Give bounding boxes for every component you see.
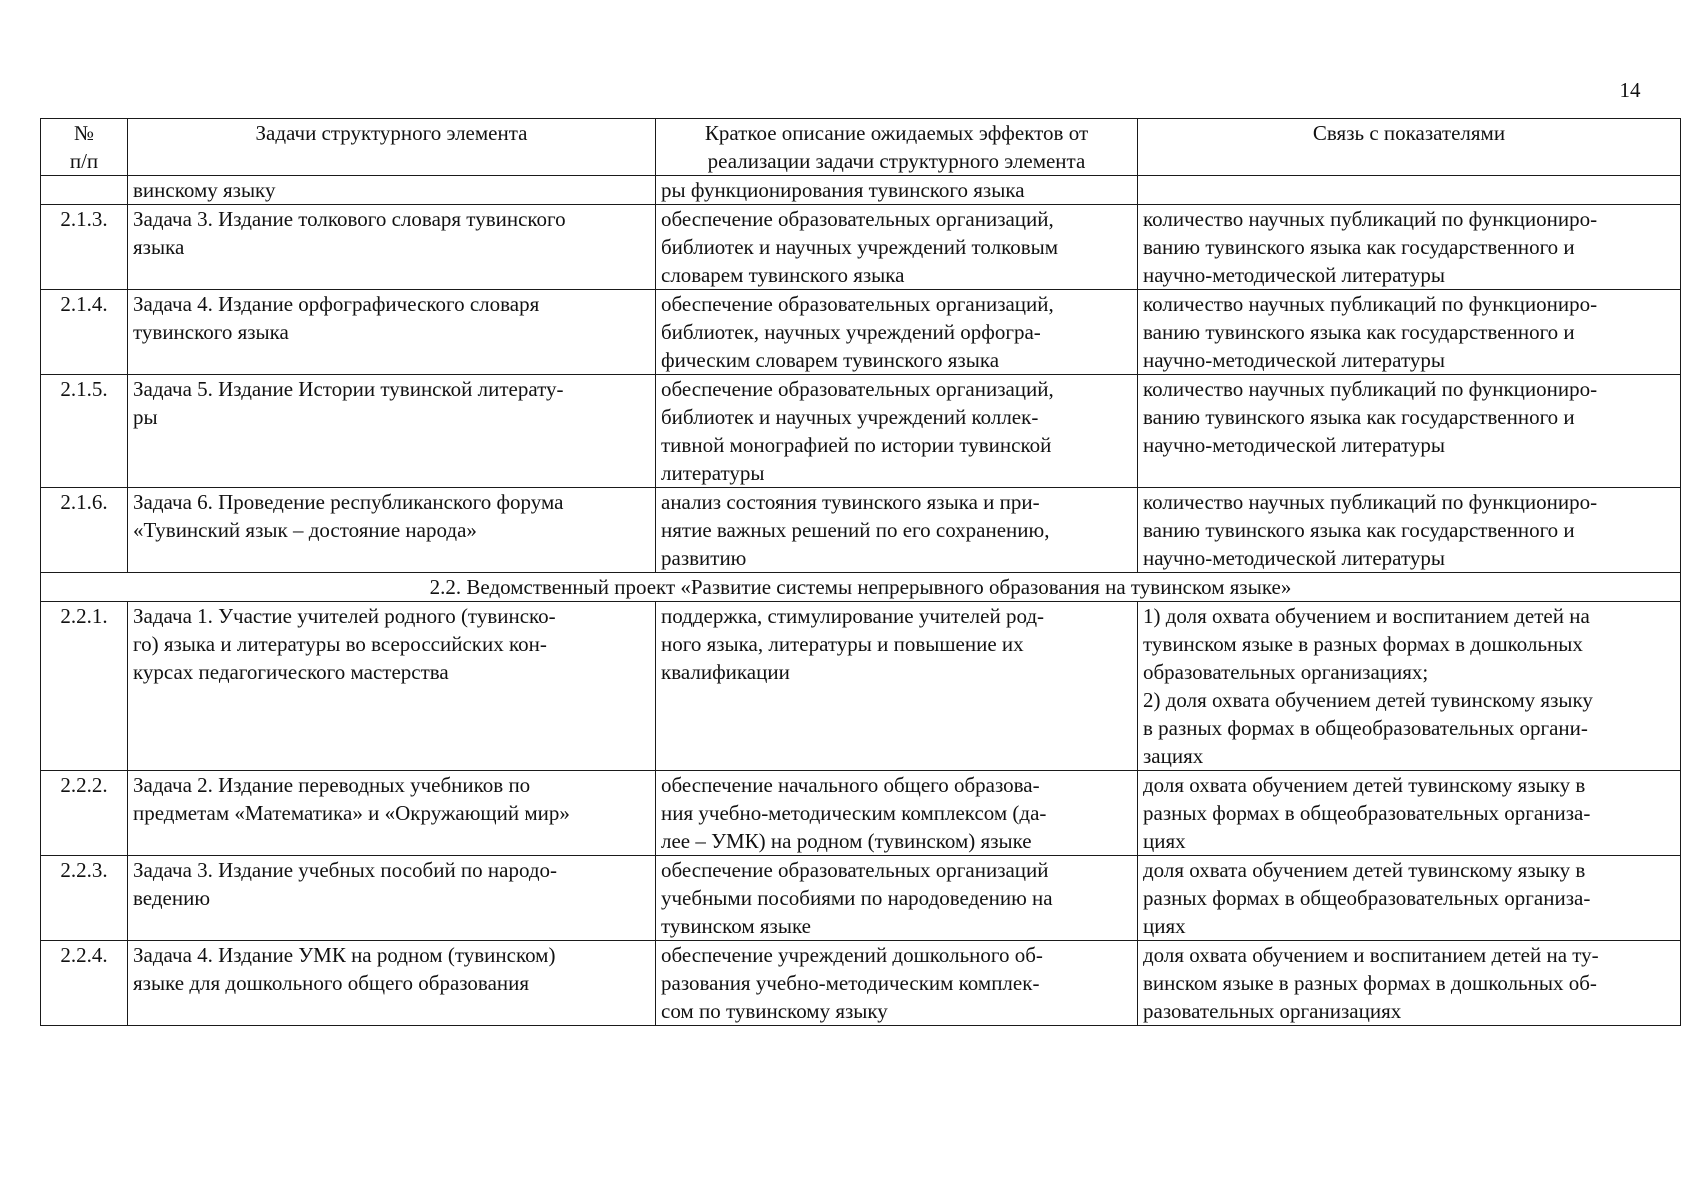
table-row: [41, 176, 1681, 205]
row-task: Задача 4. Издание УМК на родном (тувинском) языке для дошкольного общего образования: [128, 941, 656, 1026]
row-effect: поддержка, стимулирование учителей род- ного языка, литературы и повышение их квалификации: [656, 602, 1138, 771]
tasks-table: [40, 118, 1681, 1026]
section-title: 2.2. Ведомственный проект «Развитие системы непрерывного образования на тувинском языке»: [41, 573, 1681, 602]
row-num: 2.1.3.: [41, 205, 128, 290]
table-row: [41, 771, 1681, 856]
table-row: [41, 488, 1681, 573]
row-link: доля охвата обучением детей тувинскому языку в разных формах в общеобразовательных организа- циях: [1138, 856, 1681, 941]
row-effect: анализ состояния тувинского языка и при- нятие важных решений по его сохранению, развитию: [656, 488, 1138, 573]
row-num: 2.2.2.: [41, 771, 128, 856]
header-link: Связь с показателями: [1138, 119, 1681, 176]
header-effect: Краткое описание ожидаемых эффектов от реализации задачи структурного элемента: [656, 119, 1138, 176]
row-task: Задача 1. Участие учителей родного (тувинско- го) языка и литературы во всероссийских кон- курсах педагогического мастерства: [128, 602, 656, 771]
row-effect: обеспечение учреждений дошкольного об- разования учебно-методическим комплек- сом по тувинскому языку: [656, 941, 1138, 1026]
row-task: Задача 5. Издание Истории тувинской литерату- ры: [128, 375, 656, 488]
table-row: [41, 856, 1681, 941]
row-task: винскому языку: [128, 176, 656, 205]
row-num: 2.2.1.: [41, 602, 128, 771]
page-number: 14: [1619, 78, 1641, 102]
row-link: количество научных публикаций по функциониро- ванию тувинского языка как государственного и научно-методической литературы: [1138, 205, 1681, 290]
row-task: Задача 2. Издание переводных учебников по предметам «Математика» и «Окружающий мир»: [128, 771, 656, 856]
row-link: [1138, 176, 1681, 205]
row-link: количество научных публикаций по функциониро- ванию тувинского языка как государственного и научно-методической литературы: [1138, 290, 1681, 375]
row-task: Задача 3. Издание учебных пособий по народо- ведению: [128, 856, 656, 941]
row-link: количество научных публикаций по функциониро- ванию тувинского языка как государственного и научно-методической литературы: [1138, 488, 1681, 573]
table-row: [41, 205, 1681, 290]
row-effect: ры функционирования тувинского языка: [656, 176, 1138, 205]
row-num: 2.2.3.: [41, 856, 128, 941]
table-row: [41, 941, 1681, 1026]
header-num: № п/п: [41, 119, 128, 176]
row-link: доля охвата обучением и воспитанием детей на ту- винском языке в разных формах в дошкольных об- разовательных организациях: [1138, 941, 1681, 1026]
row-num: 2.2.4.: [41, 941, 128, 1026]
row-effect: обеспечение образовательных организаций, библиотек и научных учреждений толковым словарем тувинского языка: [656, 205, 1138, 290]
row-task: Задача 6. Проведение республиканского форума «Тувинский язык – достояние народа»: [128, 488, 656, 573]
row-num: 2.1.5.: [41, 375, 128, 488]
row-task: Задача 3. Издание толкового словаря тувинского языка: [128, 205, 656, 290]
header-task: Задачи структурного элемента: [128, 119, 656, 176]
row-link: количество научных публикаций по функциониро- ванию тувинского языка как государственного и научно-методической литературы: [1138, 375, 1681, 488]
table-row: [41, 602, 1681, 771]
table-row: [41, 375, 1681, 488]
row-link: 1) доля охвата обучением и воспитанием детей на тувинском языке в разных формах в дошкольных образовательных организациях; 2) доля охвата обучением детей тувинскому языку в разных формах в общеобразовательных органи- зациях: [1138, 602, 1681, 771]
row-num: 2.1.4.: [41, 290, 128, 375]
table-header-row: [41, 119, 1681, 176]
section-row: [41, 573, 1681, 602]
row-effect: обеспечение образовательных организаций, библиотек и научных учреждений коллек- тивной монографией по истории тувинской литературы: [656, 375, 1138, 488]
row-effect: обеспечение начального общего образова- ния учебно-методическим комплексом (да- лее – УМК) на родном (тувинском) языке: [656, 771, 1138, 856]
row-effect: обеспечение образовательных организаций, библиотек, научных учреждений орфогра- фическим словарем тувинского языка: [656, 290, 1138, 375]
table-row: [41, 290, 1681, 375]
row-effect: обеспечение образовательных организаций учебными пособиями по народоведению на тувинском языке: [656, 856, 1138, 941]
row-link: доля охвата обучением детей тувинскому языку в разных формах в общеобразовательных организа- циях: [1138, 771, 1681, 856]
row-task: Задача 4. Издание орфографического словаря тувинского языка: [128, 290, 656, 375]
row-num: [41, 176, 128, 205]
row-num: 2.1.6.: [41, 488, 128, 573]
